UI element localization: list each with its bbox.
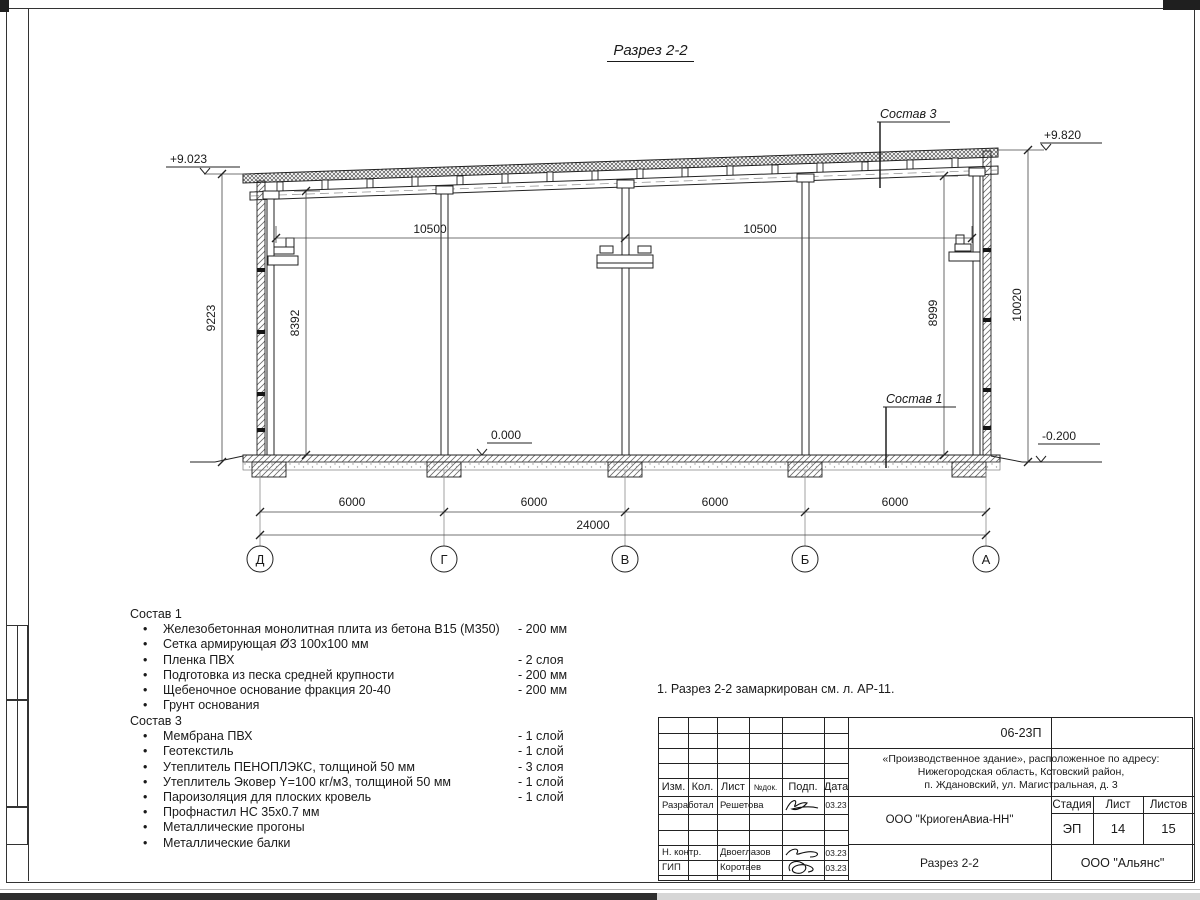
list-item: • Металлические балки: [143, 835, 291, 850]
divider: [0, 889, 1200, 890]
tb-stage-value: ЭП: [1062, 821, 1082, 836]
list-item: • Металлические прогоны: [143, 820, 305, 835]
tb-sheets-value: 15: [1161, 821, 1176, 836]
list-item: • Сетка армирующая Ø3 100x100 мм: [143, 637, 369, 652]
axis-label-v: В: [620, 552, 630, 567]
signature: [782, 797, 824, 814]
elevation-top-right: +9.820: [1044, 128, 1082, 142]
dim-6000-2: 6000: [520, 495, 548, 509]
composition-3-title: Состав 3: [130, 714, 182, 728]
wall-left: [257, 181, 265, 455]
elevation-top-left: +9.023: [170, 152, 208, 166]
list-item: • Профнастил НС 35x0.7 мм: [143, 805, 320, 820]
composition-1-list: [128, 607, 598, 713]
axis-bubbles: [247, 546, 999, 572]
tb-sheets-label: Листов: [1149, 798, 1188, 811]
tb-col-data: Дата: [823, 781, 849, 793]
page-title: Разрез 2-2: [563, 42, 738, 59]
window-bottom-bar: [0, 893, 657, 900]
composition-1-title: Состав 1: [130, 607, 182, 621]
dim-6000-3: 6000: [701, 495, 729, 509]
composition-3-list: [128, 714, 598, 851]
axis-label-g: Г: [440, 552, 448, 567]
list-item: • Пароизоляция для плоских кровель - 1 слой: [143, 789, 564, 804]
tb-col-izm: Изм.: [661, 781, 686, 793]
side-stamp-box: [6, 700, 28, 807]
signature: [782, 845, 826, 879]
tb-name-ncontrol: Двоеглазов: [720, 847, 771, 858]
tb-name-developer: Решетова: [720, 799, 764, 811]
tb-col-ndok: №док.: [753, 782, 778, 792]
tb-section-name: Разрез 2-2: [920, 856, 979, 870]
tb-project-name: «Производственное здание», расположенное по адресу: Нижегородская область, Кстовский район, п. Ждановский, ул. Магистральная, д. 3: [882, 752, 1160, 791]
dim-24000: 24000: [576, 518, 610, 532]
tb-name-gip: Коротаев: [720, 862, 762, 873]
label-sostav-1: Состав 1: [886, 392, 943, 406]
list-item: • Утеплитель Эковер Y=100 кг/м3, толщиной 50 мм - 1 слой: [143, 774, 564, 789]
tb-role-ncontrol: Н. контр.: [662, 847, 702, 858]
elevation-floor: 0.000: [491, 428, 522, 442]
tb-col-podp: Подп.: [788, 781, 818, 793]
list-item: • Подготовка из песка средней крупности - 200 мм: [143, 667, 568, 682]
tb-stage-label: Стадия: [1052, 798, 1092, 811]
tb-col-kol: Кол.: [691, 781, 714, 793]
axis-label-b: Б: [800, 552, 810, 567]
window-bottom-bar-light: [657, 893, 1200, 900]
tb-date-ncontrol: 03.23: [825, 847, 847, 858]
dim-6000-4: 6000: [881, 495, 909, 509]
tb-sheet-value: 14: [1110, 821, 1126, 836]
dim-8999: 8999: [926, 299, 940, 327]
tb-doc-number: 06-23П: [1000, 726, 1042, 740]
tb-sheet-label: Лист: [1105, 798, 1131, 811]
dim-span-right: 10500: [743, 222, 777, 236]
side-stamp-box: [6, 807, 28, 845]
dim-9223: 9223: [204, 304, 218, 332]
tb-date-developer: 03.23: [825, 800, 847, 810]
wall-right: [983, 151, 991, 455]
tb-role-gip: ГИП: [662, 862, 681, 873]
tb-role-developer: Разработал: [662, 799, 714, 811]
list-item: • Щебеночное основание фракция 20-40 - 200 мм: [143, 682, 568, 697]
sheet-note: 1. Разрез 2-2 замаркирован см. л. АР-11.: [657, 682, 895, 696]
dim-8392: 8392: [288, 309, 302, 337]
dim-span-left: 10500: [413, 222, 447, 236]
title-block: [658, 717, 1193, 881]
list-item: • Геотекстиль - 1 слой: [143, 744, 564, 759]
list-item: • Мембрана ПВХ - 1 слой: [143, 729, 564, 744]
dim-10020: 10020: [1010, 288, 1024, 322]
label-sostav-3: Состав 3: [880, 107, 937, 121]
dim-6000-1: 6000: [338, 495, 366, 509]
elevation-ground: -0.200: [1042, 429, 1077, 443]
tb-col-list: Лист: [721, 781, 745, 793]
list-item: • Утеплитель ПЕНОПЛЭКС, толщиной 50 мм - 3 слоя: [143, 759, 564, 774]
columns: [263, 168, 985, 455]
tb-contractor: ООО "Альянс": [1080, 856, 1165, 870]
axis-label-a: А: [981, 552, 991, 567]
list-item: • Грунт основания: [143, 698, 260, 713]
list-item: • Железобетонная монолитная плита из бетона В15 (М350) - 200 мм: [143, 622, 568, 637]
tb-company: ООО "КриогенАвиа-НН": [885, 814, 1014, 826]
axis-label-d: Д: [255, 552, 265, 567]
tb-date-gip: 03.23: [825, 862, 847, 873]
list-item: • Пленка ПВХ - 2 слоя: [143, 652, 564, 667]
